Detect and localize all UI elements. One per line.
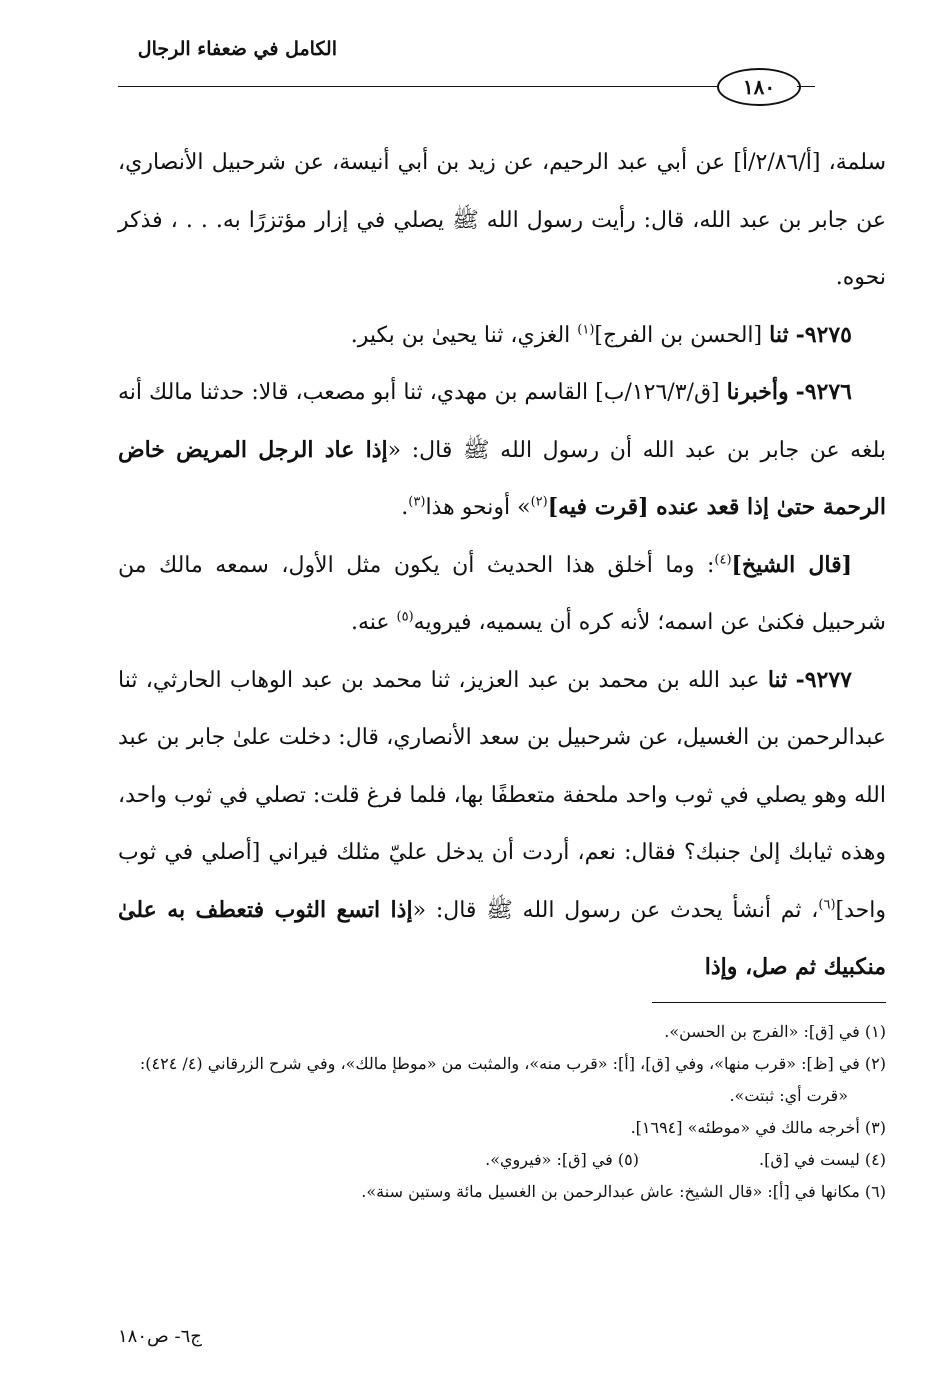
footnote-4: (٤) ليست في [ق].	[759, 1150, 886, 1169]
footnote-ref: (٢)	[530, 494, 548, 510]
footnote-pair	[118, 1144, 886, 1176]
hadith-9277	[118, 652, 886, 997]
hadith-text: عبد الله بن محمد بن عبد العزيز، ثنا محمد بن عبد الوهاب الحارثي، ثنا عبدالرحمن بن الغسيل، عن شرحبيل بن سعد الأنصاري، قال: دخلت علىٰ جابر بن عبد الله وهو يصلي في ثوب واحد ملحفة متعطفًا بها، فلما فرغ قلت: تصلي في ثوب واحد، وهذه ثيابك إلىٰ جنبك؟ فقال: نعم، أردت أن يدخل عليّ مثلك فيراني [أصلي في ثوب واحد]	[118, 667, 886, 923]
transmission-word: وأخبرنا	[726, 379, 789, 405]
footnote-2: (٢) في [ظ]: «قرب منها»، وفي [ق]، [أ]: «قرب منه»، والمثبت من «موطإ مالك»، وفي شرح الزرقاني (٤/ ٤٢٤): «قرت أي: ثبتت».	[139, 1054, 886, 1105]
footnote-3: (٣) أخرجه مالك في «موطئه» [١٦٩٤].	[630, 1118, 886, 1137]
page-number: ١٨٠	[742, 75, 776, 99]
hadith-text: [ق/١٢٦/٣/ب] القاسم بن مهدي، ثنا أبو مصعب، قالا: حدثنا مالك أنه بلغه عن جابر بن عبد الله أن رسول الله ﷺ قال: «	[118, 380, 886, 463]
hadith-text: .	[401, 495, 409, 520]
footnote-5: (٥) في [ق]: «فيروي».	[485, 1150, 639, 1169]
hadith-9276	[118, 364, 886, 537]
hadith-text: الغزي، ثنا يحيىٰ بن بكير.	[350, 322, 571, 348]
hadith-number: ٩٢٧٥-	[795, 321, 852, 348]
hadith-9275	[118, 307, 886, 365]
footnote-ref: (٥)	[396, 609, 414, 625]
hadith-matn: إذا اتسع الثوب فتعطف به علىٰ منكبيك ثم صل، وإذا	[118, 896, 886, 980]
footnote-ref: (٣)	[408, 494, 426, 510]
hadith-text: » أونحو هذا	[425, 495, 531, 520]
running-header-title: الكامل في ضعفاء الرجال	[137, 38, 337, 60]
hadith-text: ، ثم أنشأ يحدث عن رسول الله ﷺ قال: «	[412, 897, 819, 923]
header-rule	[118, 86, 720, 87]
paragraph-text: سلمة، [أ/٢/٨٦/أ] عن أبي عبد الرحيم، عن زيد بن أبي أنيسة، عن شرحبيل الأنصاري، عن جابر بن عبد الله، قال: رأيت رسول الله ﷺ يصلي في إزار مؤتزرًا به. . . ، فذكر نحوه.	[118, 150, 886, 290]
hadith-number: ٩٢٧٦-	[795, 379, 852, 405]
footnote-1: (١) في [ق]: «الفرج بن الحسن».	[664, 1022, 886, 1041]
volume-page-folio: ج٦- ص١٨٠	[118, 1326, 202, 1347]
transmission-word: ثنا	[769, 321, 789, 348]
footnote-ref: (١)	[577, 322, 595, 338]
sheikh-label: [قال الشيخ]	[731, 551, 852, 578]
footnotes	[118, 1016, 886, 1208]
header-rule-right	[797, 86, 815, 87]
hadith-text: [الحسن بن الفرج]	[594, 322, 763, 348]
paragraph-continuation	[118, 134, 886, 307]
hadith-matn: إذا عاد الرجل المريض خاض الرحمة حتىٰ إذا قعد عنده [قرت فيه]	[118, 436, 886, 520]
footnote-6: (٦) مكانها في [أ]: «قال الشيخ: عاش عبدالرحمن بن الغسيل مائة وستين سنة».	[361, 1182, 886, 1201]
footnote-ref: (٦)	[818, 897, 836, 913]
comment-text: : وما أخلق هذا الحديث أن يكون مثل الأول، سمعه مالك من شرحبيل فكنىٰ عن اسمه؛ لأنه كره أن يسميه، فيرويه	[118, 552, 886, 635]
transmission-word: ثنا	[767, 666, 788, 693]
main-text	[118, 134, 886, 997]
sheikh-comment	[118, 537, 886, 652]
comment-text: عنه.	[350, 610, 397, 635]
page-number-oval	[717, 68, 801, 106]
footnote-separator	[652, 1002, 886, 1003]
hadith-number: ٩٢٧٧-	[795, 666, 852, 693]
footnote-ref: (٤)	[714, 552, 732, 568]
